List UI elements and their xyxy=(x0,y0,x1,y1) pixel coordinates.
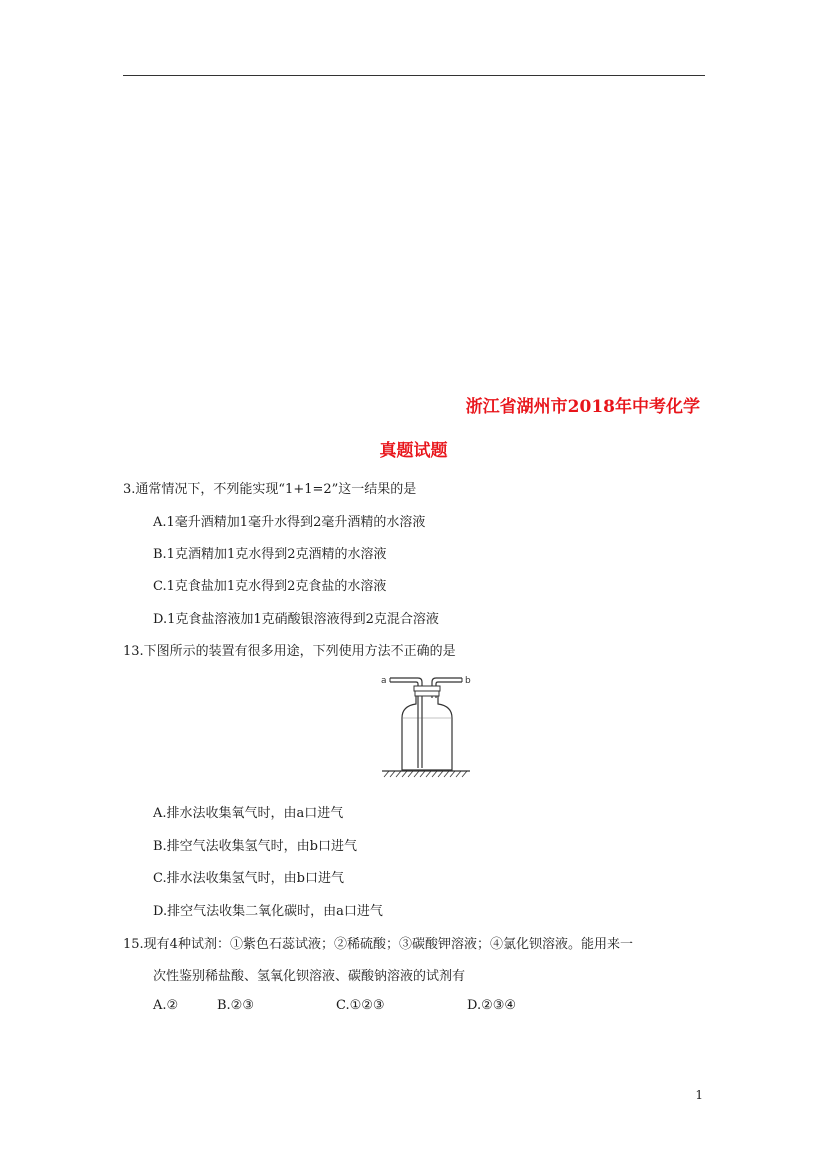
header-rule xyxy=(123,75,705,76)
question-13-option-b: B.排空气法收集氢气时，由b口进气 xyxy=(153,839,358,854)
gas-bottle-figure xyxy=(378,672,488,788)
question-13-option-c: C.排水法收集氢气时，由b口进气 xyxy=(153,871,344,886)
question-15-stem-line2: 次性鉴别稀盐酸、氢氧化钡溶液、碳酸钠溶液的试剂有 xyxy=(153,969,466,984)
port-a-label: a xyxy=(381,676,387,686)
stopper xyxy=(414,686,440,691)
question-3-stem: 3.通常情况下，不列能实现“1+1=2”这一结果的是 xyxy=(123,482,417,497)
question-3-option-c: C.1克食盐加1克水得到2克食盐的水溶液 xyxy=(153,579,387,594)
document-subtitle: 真题试题 xyxy=(379,441,448,461)
bottle xyxy=(402,696,452,770)
question-3-option-b: B.1克酒精加1克水得到2克酒精的水溶液 xyxy=(153,547,387,562)
page-number: 1 xyxy=(695,1088,703,1102)
document-title: 浙江省湖州市2018年中考化学 xyxy=(465,397,700,417)
question-15-option-b: B.②③ xyxy=(217,998,254,1013)
table-hatching xyxy=(384,771,467,777)
question-13-option-a: A.排水法收集氧气时，由a口进气 xyxy=(153,806,344,821)
question-15-stem-line1: 15.现有4种试剂：①紫色石蕊试液；②稀硫酸；③碳酸钾溶液；④氯化钡溶液。能用来一 xyxy=(123,937,633,952)
question-3-option-a: A.1毫升酒精加1毫升水得到2毫升酒精的水溶液 xyxy=(153,515,426,530)
question-3-option-d: D.1克食盐溶液加1克硝酸银溶液得到2克混合溶液 xyxy=(153,612,439,627)
question-15-option-d: D.②③④ xyxy=(467,998,517,1013)
question-13-stem: 13.下图所示的装置有很多用途，下列使用方法不正确的是 xyxy=(123,644,456,659)
question-13-option-d: D.排空气法收集二氧化碳时，由a口进气 xyxy=(153,904,383,919)
question-15-option-c: C.①②③ xyxy=(336,998,385,1013)
gas-washing-bottle-diagram xyxy=(378,672,488,784)
question-15-option-a: A.② xyxy=(153,998,179,1013)
port-b-label: b xyxy=(465,676,471,686)
